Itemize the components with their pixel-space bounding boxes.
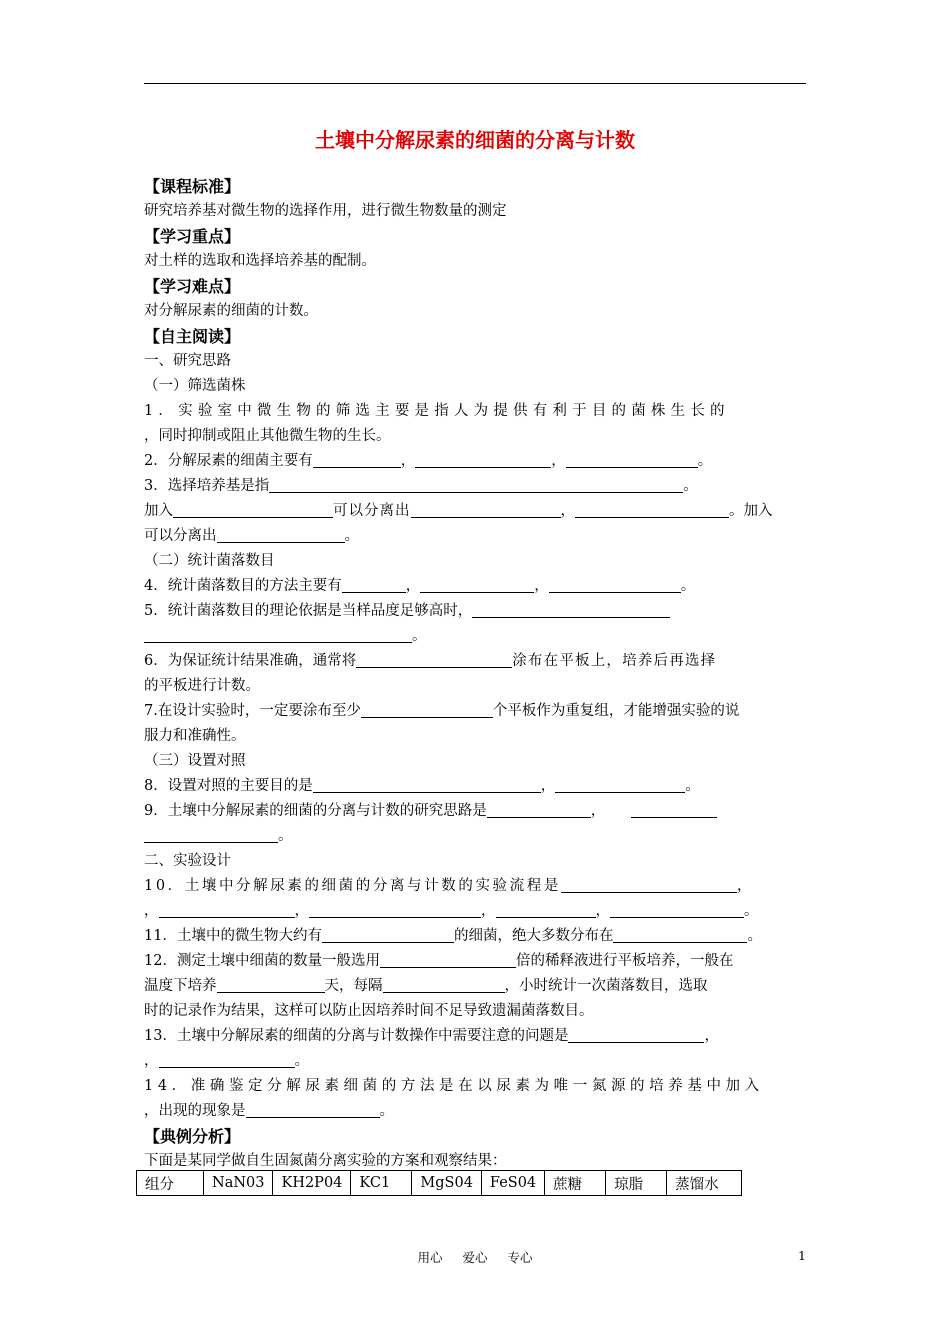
blank-field[interactable] <box>313 776 541 793</box>
table-cell: FeS04 <box>481 1171 544 1196</box>
question-6-line-2: 的平板进行计数。 <box>144 678 260 694</box>
blank-field[interactable] <box>380 951 516 968</box>
blank-field[interactable] <box>159 901 295 918</box>
page-number: 1 <box>798 1248 806 1263</box>
footer-item: 专心 <box>507 1250 533 1265</box>
part-heading-2: 二、实验设计 <box>144 853 231 869</box>
blank-field[interactable] <box>144 626 412 643</box>
footer-item: 爱心 <box>462 1250 488 1265</box>
blank-field[interactable] <box>217 526 345 543</box>
question-3-line-1: 3．选择培养基是指 。 <box>144 478 698 494</box>
table-row <box>137 1171 742 1196</box>
table-cell: 蔗糖 <box>545 1171 606 1196</box>
blank-field[interactable] <box>631 801 717 818</box>
blank-field[interactable] <box>420 576 534 593</box>
blank-field[interactable] <box>322 926 454 943</box>
question-12-line-2: 温度下培养 天，每隔 ，小时统计一次菌落数目，选取 <box>144 978 708 994</box>
question-1-line-2: ，同时抑制或阻止其他微生物的生长。 <box>144 428 391 444</box>
question-13-line-2: ， 。 <box>144 1053 309 1069</box>
example-text: 下面是某同学做自生固氮菌分离实验的方案和观察结果： <box>144 1153 507 1169</box>
section-heading-example: 【典例分析】 <box>144 1127 241 1146</box>
page-title: 土壤中分解尿素的细菌的分离与计数 <box>315 128 635 152</box>
footer-item: 用心 <box>417 1250 443 1265</box>
question-4: 4．统计菌落数目的方法主要有 ， ， 。 <box>144 578 696 594</box>
blank-field[interactable] <box>549 576 681 593</box>
question-3-line-3: 可以分离出 。 <box>144 528 359 544</box>
question-14-line-1: 14．准确鉴定分解尿素细菌的方法是在以尿素为唯一氮源的培养基中加入 <box>144 1078 764 1094</box>
blank-field[interactable] <box>415 451 551 468</box>
key-text: 对土样的选取和选择培养基的配制。 <box>144 253 376 269</box>
section-heading-key: 【学习重点】 <box>144 227 241 246</box>
blank-field[interactable] <box>575 501 729 518</box>
blank-field[interactable] <box>313 451 401 468</box>
question-2: 2．分解尿素的细菌主要有 ， ， 。 <box>144 453 713 469</box>
table-cell: 琼脂 <box>606 1171 667 1196</box>
table-cell: 组分 <box>137 1171 204 1196</box>
header-rule <box>144 83 806 84</box>
question-5-line-1: 5．统计菌落数目的理论依据是当样品度足够高时， <box>144 599 806 624</box>
blank-field[interactable] <box>496 901 596 918</box>
question-12-line-3: 时的记录作为结果，这样可以防止因培养时间不足导致遗漏菌落数目。 <box>144 1003 594 1019</box>
blank-field[interactable] <box>555 776 685 793</box>
table-cell: 蒸馏水 <box>667 1171 742 1196</box>
question-9-line-1: 9．土壤中分解尿素的细菌的分离与计数的研究思路是 ， <box>144 799 806 824</box>
table-cell: KC1 <box>351 1171 412 1196</box>
blank-field[interactable] <box>383 976 505 993</box>
question-9-line-2: 。 <box>144 824 806 849</box>
blank-field[interactable] <box>361 701 493 718</box>
composition-table <box>136 1170 742 1196</box>
blank-field[interactable] <box>246 1101 380 1118</box>
question-5-line-2: 。 <box>144 624 806 649</box>
table-cell: KH2P04 <box>273 1171 351 1196</box>
blank-field[interactable] <box>487 801 591 818</box>
question-13-line-1: 13．土壤中分解尿素的细菌的分离与计数操作中需要注意的问题是 ， <box>144 1028 719 1044</box>
question-10-line-1: 10．土壤中分解尿素的细菌的分离与计数的实验流程是 ， <box>144 878 752 894</box>
section-heading-difficulty: 【学习难点】 <box>144 277 241 296</box>
blank-field[interactable] <box>309 901 481 918</box>
blank-field[interactable] <box>173 501 333 518</box>
blank-field[interactable] <box>610 901 744 918</box>
blank-field[interactable] <box>472 601 670 618</box>
blank-field[interactable] <box>269 476 683 493</box>
blank-field[interactable] <box>411 501 561 518</box>
subpart-heading-2: （二）统计菌落数目 <box>144 553 275 569</box>
table-cell: MgS04 <box>412 1171 482 1196</box>
blank-field[interactable] <box>217 976 325 993</box>
section-heading-reading: 【自主阅读】 <box>144 327 241 346</box>
document-body <box>144 174 806 1174</box>
blank-field[interactable] <box>613 926 747 943</box>
question-10-line-2: ， ， ， ， 。 <box>144 903 759 919</box>
standard-text: 研究培养基对微生物的选择作用，进行微生物数量的测定 <box>144 203 507 219</box>
blank-field[interactable] <box>342 576 406 593</box>
question-14-line-2: ，出现的现象是 。 <box>144 1103 394 1119</box>
table-cell: NaN03 <box>204 1171 273 1196</box>
blank-field[interactable] <box>568 1026 704 1043</box>
question-8: 8．设置对照的主要目的是 ， 。 <box>144 778 700 794</box>
page-footer <box>0 1248 950 1266</box>
blank-field[interactable] <box>356 651 512 668</box>
question-12-line-1: 12．测定土壤中细菌的数量一般选用 倍的稀释液进行平板培养，一般在 <box>144 953 734 969</box>
blank-field[interactable] <box>561 876 737 893</box>
question-1-line-1: 1．实验室中微生物的筛选主要是指人为提供有利于目的菌株生长的 <box>144 403 730 419</box>
difficulty-text: 对分解尿素的细菌的计数。 <box>144 303 318 319</box>
blank-field[interactable] <box>159 1051 295 1068</box>
section-heading-standard: 【课程标准】 <box>144 177 241 196</box>
question-3-line-2: 加入 可以分离出 ， 。加入 <box>144 503 773 519</box>
blank-field[interactable] <box>566 451 698 468</box>
question-11: 11．土壤中的微生物大约有 的细菌，绝大多数分布在 。 <box>144 928 762 944</box>
subpart-heading-1: （一）筛选菌株 <box>144 378 246 394</box>
subpart-heading-3: （三）设置对照 <box>144 753 246 769</box>
question-7-line-2: 服力和准确性。 <box>144 728 246 744</box>
blank-field[interactable] <box>144 826 278 843</box>
question-7-line-1: 7.在设计实验时，一定要涂布至少 个平板作为重复组，才能增强实验的说 <box>144 703 740 719</box>
question-6-line-1: 6．为保证统计结果准确，通常将 涂布在平板上，培养后再选择 <box>144 653 717 669</box>
part-heading-1: 一、研究思路 <box>144 353 231 369</box>
